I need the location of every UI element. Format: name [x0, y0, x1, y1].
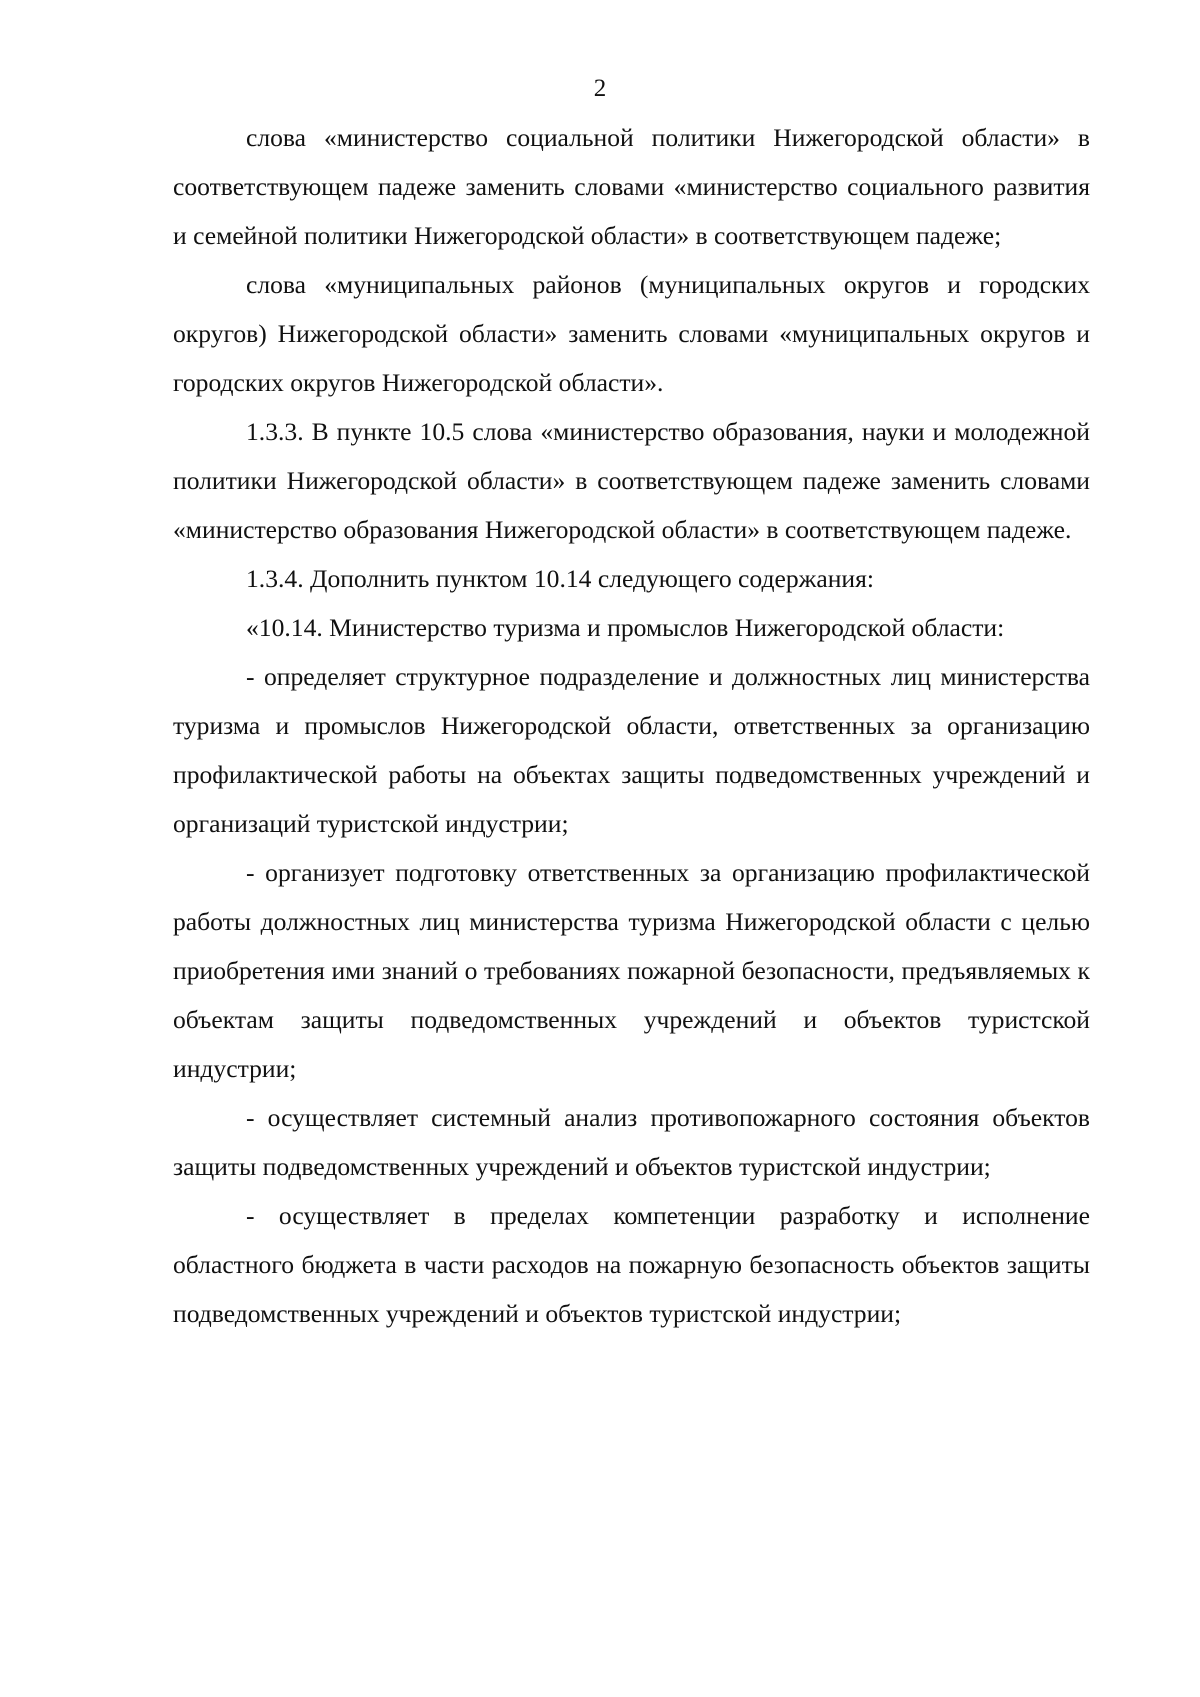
list-item-organizes-training: - организует подготовку ответственных за организацию профилактической работы должностных лиц министерства туризма Нижегородской области с целью приобретения ими знаний о требованиях пожарной безопасности, предъявляемых к объектам защиты подведомственных учреждений и объектов туристской индустрии;	[173, 858, 1090, 1083]
list-item-budget: - осуществляет в пределах компетенции разработку и исполнение областного бюджета в части расходов на пожарную безопасность объектов защиты подведомственных учреждений и объектов туристской индустрии;	[173, 1201, 1090, 1328]
paragraph-1-3-3: 1.3.3. В пункте 10.5 слова «министерство образования, науки и молодежной политики Нижегородской области» в соответствующем падеже заменить словами «министерство образования Нижегородской области» в соответствующем падеже.	[173, 417, 1090, 544]
page-number: 2	[593, 75, 607, 102]
paragraph-municipal-districts-rename: слова «муниципальных районов (муниципальных округов и городских округов) Нижегородской области» заменить словами «муниципальных округов и городских округов Нижегородской области».	[173, 270, 1090, 397]
document-body	[173, 113, 1090, 1338]
list-item-system-analysis: - осуществляет системный анализ противопожарного состояния объектов защиты подведомственных учреждений и объектов туристской индустрии;	[173, 1103, 1090, 1181]
paragraph-1-3-4: 1.3.4. Дополнить пунктом 10.14 следующего содержания:	[246, 564, 874, 593]
paragraph-10-14-heading: «10.14. Министерство туризма и промыслов Нижегородской области:	[246, 613, 1005, 642]
paragraph-social-ministry-rename: слова «министерство социальной политики Нижегородской области» в соответствующем падеже заменить словами «министерство социального развития и семейной политики Нижегородской области» в соответствующем падеже;	[173, 123, 1090, 250]
list-item-defines-unit: - определяет структурное подразделение и должностных лиц министерства туризма и промыслов Нижегородской области, ответственных за организацию профилактической работы на объектах защиты подведомственных учреждений и организаций туристской индустрии;	[173, 662, 1090, 838]
